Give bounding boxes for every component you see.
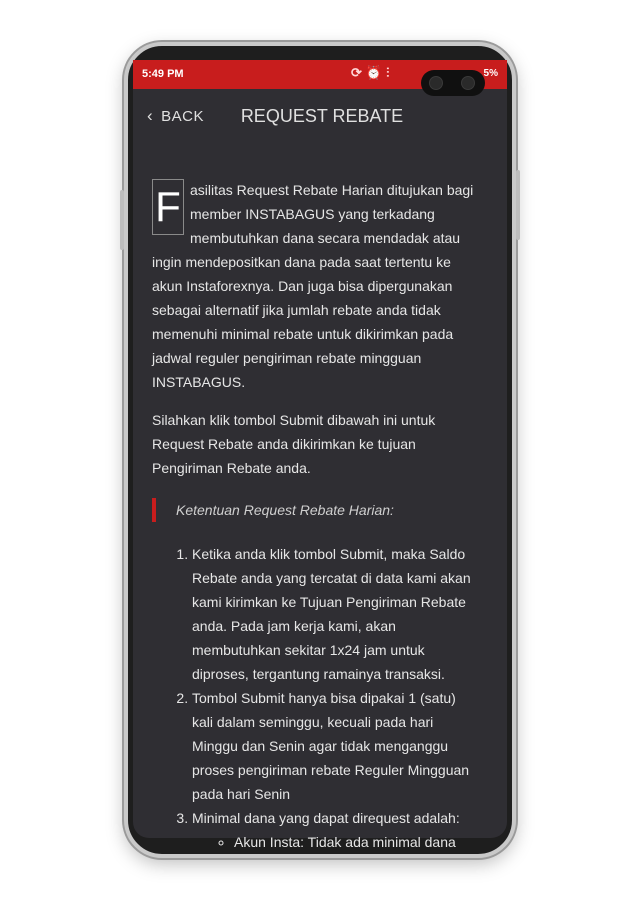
alarm-icon: ⏰ [365,65,387,80]
list-item [192,806,474,854]
signal-icon: ⫶ [386,65,394,80]
front-camera-icon [429,76,443,90]
power-button [516,170,520,240]
intro-text: asilitas Request Rebate Harian ditujukan bagi member INSTABAGUS yang terkadang membutuhkan dana secara mendadak atau ingin mendepositkan dana pada saat tertentu ke akun Instaforexnya. Dan juga bisa dipergunakan sebagai alternatif jika jumlah rebate anda tidak memenuhi minimal rebate untuk dikirimkan pada jadwal reguler pengiriman rebate mingguan INSTABAGUS. [152,182,474,390]
list-item: ◦ Akun Insta: Tidak ada minimal dana [234,830,474,854]
volume-button [120,190,124,250]
page-title: REQUEST REBATE [240,106,404,126]
chevron-left-icon: ‹ [147,106,154,125]
article-content [152,178,474,854]
sub-rules-list [192,830,474,854]
status-time: 5:49 PM [142,68,184,80]
screen [133,60,507,850]
sync-icon: ⟳ [351,65,366,80]
list-item: 2. Tombol Submit hanya bisa dipakai 1 (satu) kali dalam seminggu, kecuali pada hari Minggu dan Senin agar tidak menganggu proses pengiriman rebate Reguler Mingguan pada hari Senin [192,686,474,806]
submit-instruction: Silahkan klik tombol Submit dibawah ini untuk Request Rebate anda dikirimkan ke tujuan Pengiriman Rebate anda. [152,412,436,476]
rules-list [152,542,474,854]
battery-level: 5% [483,68,498,79]
drop-cap: F [152,179,184,235]
list-item-text: Minimal dana yang dapat direquest adalah: [192,810,460,826]
intro-paragraph [152,178,474,394]
rules-heading: Ketentuan Request Rebate Harian: [152,498,474,522]
front-camera-icon [461,76,475,90]
back-label: BACK [161,108,205,125]
list-item: 1. Ketika anda klik tombol Submit, maka Saldo Rebate anda yang tercatat di data kami akan kami kirimkan ke Tujuan Pengiriman Rebate anda. Pada jam kerja kami, akan membutuhkan sekitar 1x24 jam untuk diproses, tergantung ramainya transaksi. [192,542,474,686]
status-icons [351,65,393,81]
app-bar [133,89,507,143]
